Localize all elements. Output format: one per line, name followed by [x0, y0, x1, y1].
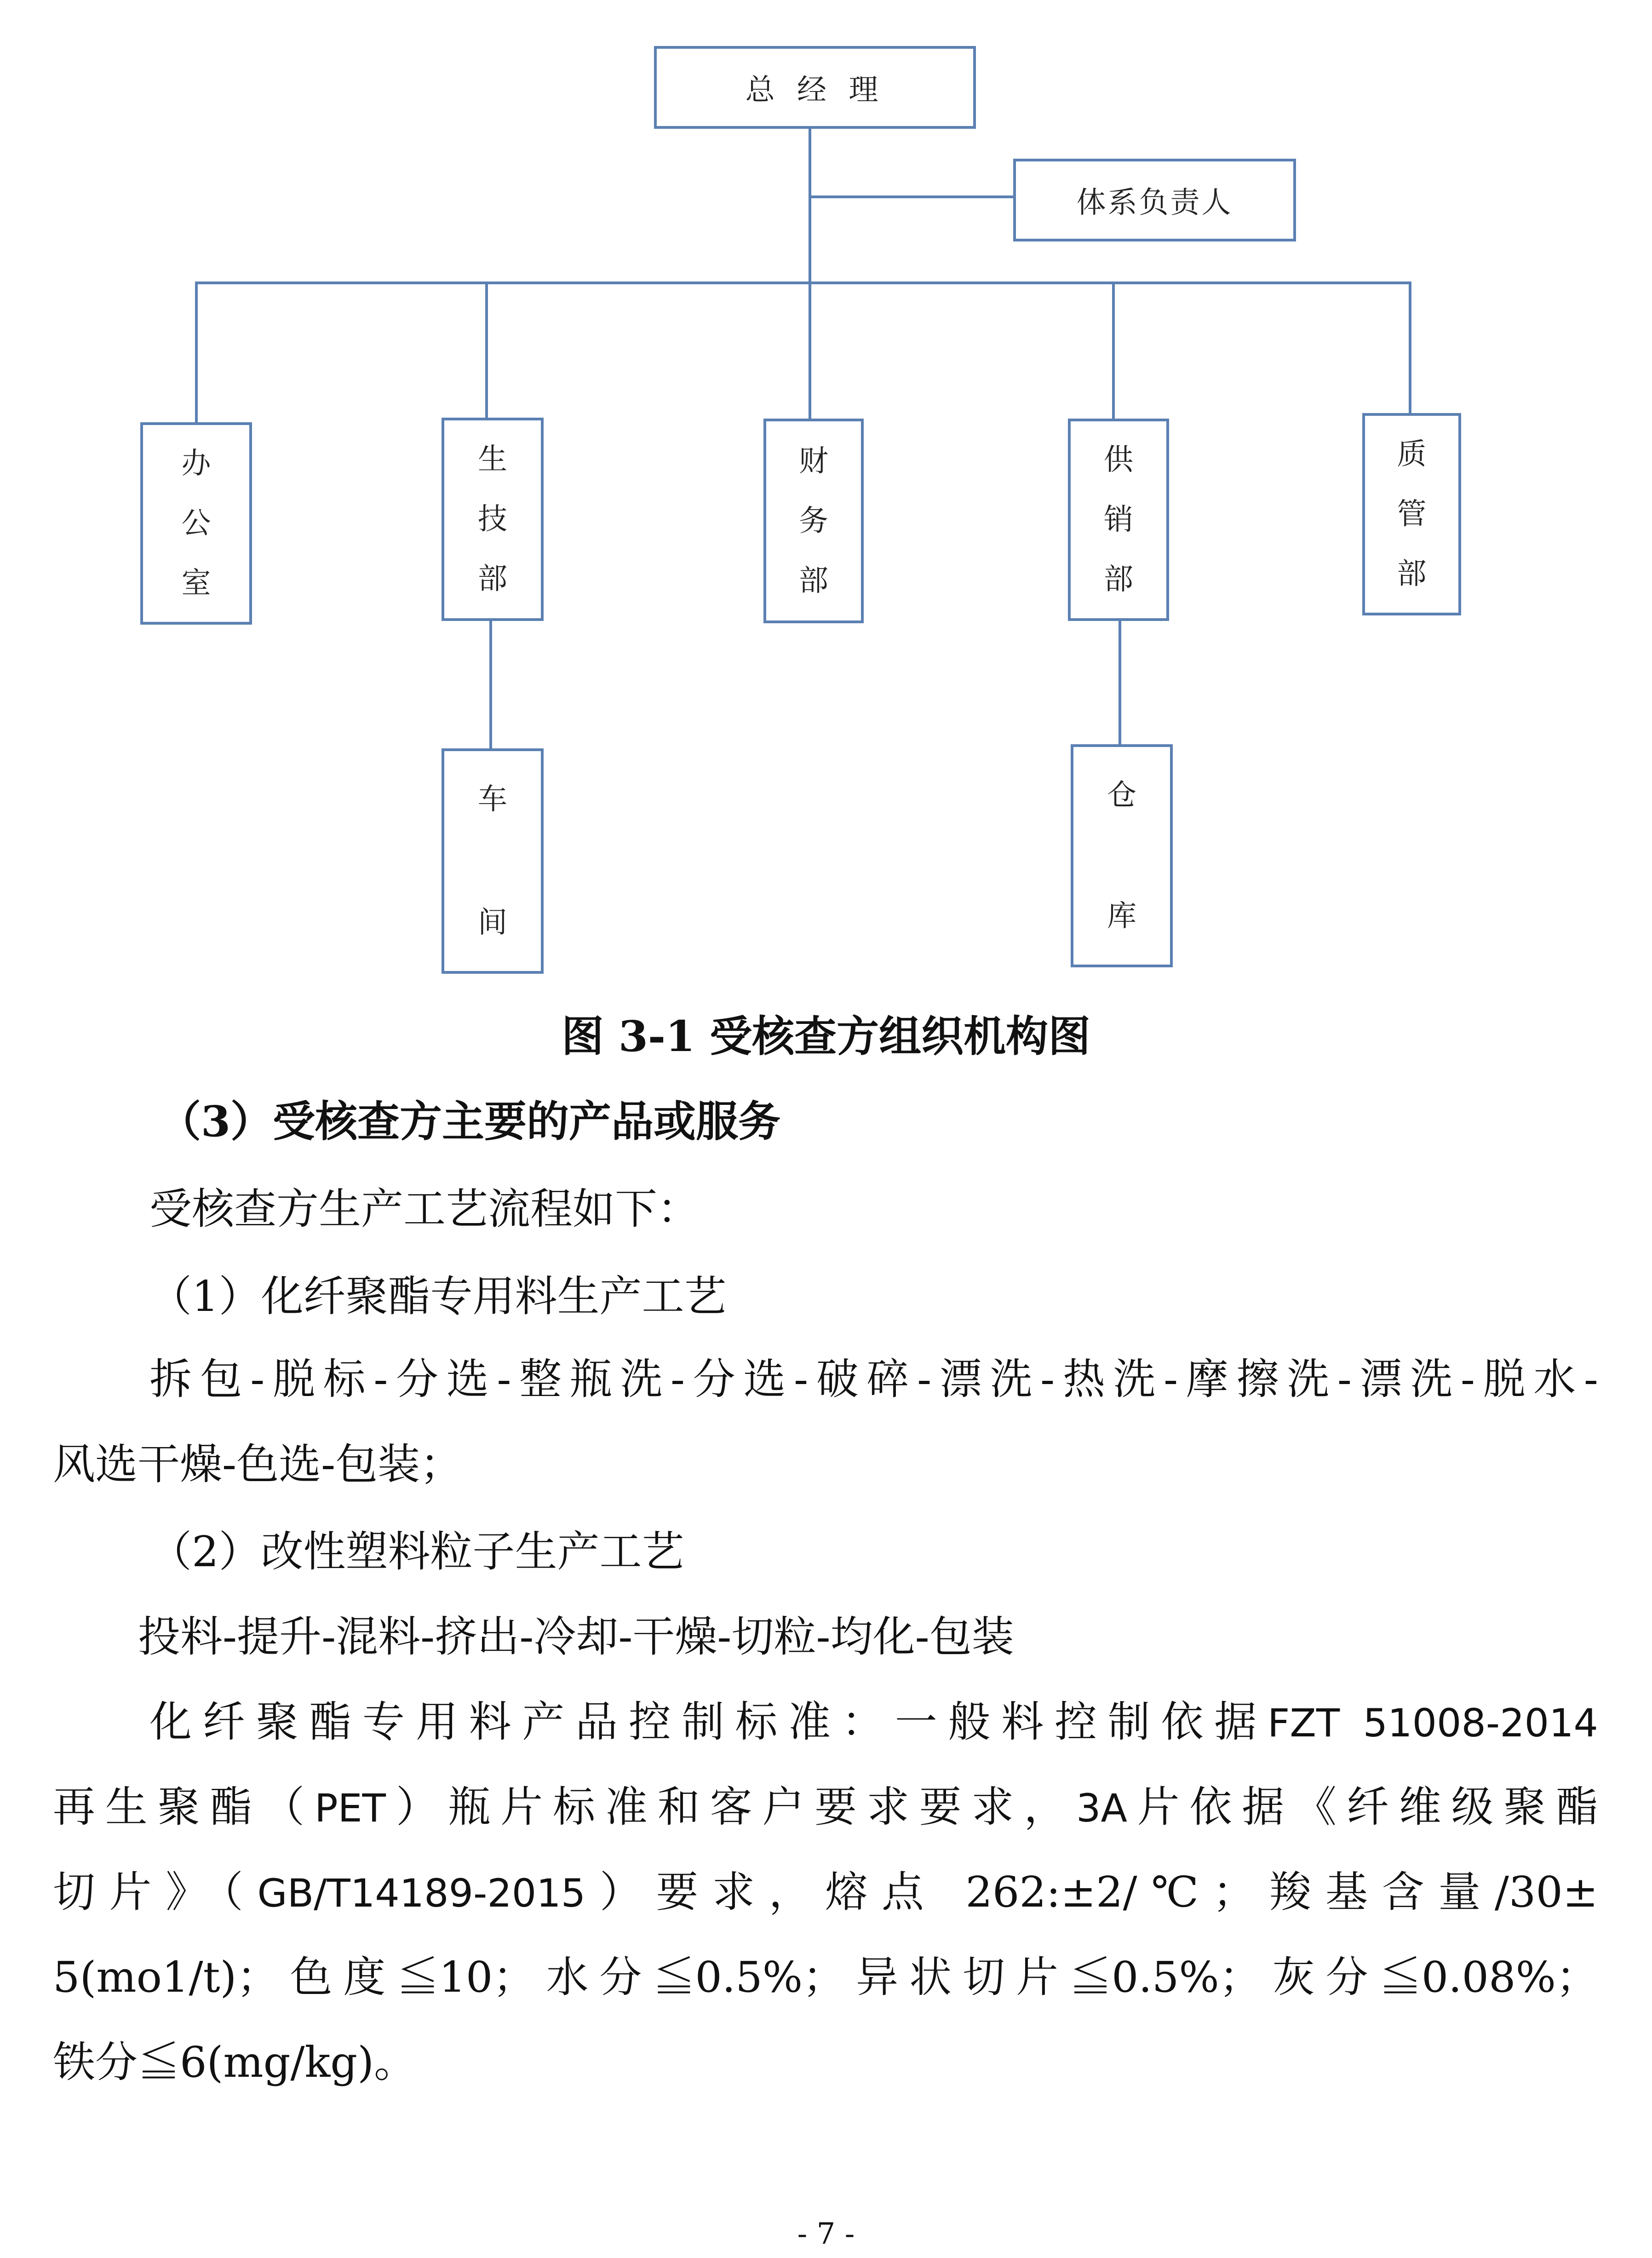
org-node-office: 办 公 室 [140, 422, 252, 625]
standard-line1: 化纤聚酯专用料产品控制标准：一般料控制依据FZT 51008-2014 [149, 1697, 1598, 1747]
org-node-system-owner: 体系负责人 [1013, 159, 1296, 241]
connector [485, 282, 488, 419]
process1-steps-line1: 拆包-脱标-分选-整瓶洗-分选-破碎-漂洗-热洗-摩擦洗-漂洗-脱水- [149, 1355, 1598, 1404]
standard-line5: 铁分≦6(mg/kg)。 [53, 2038, 417, 2087]
process1-steps-line2: 风选干燥-色选-包装； [53, 1440, 463, 1489]
page-number: - 7 - [797, 2217, 855, 2251]
connector [1409, 282, 1411, 415]
intro-paragraph: 受核查方生产工艺流程如下： [149, 1184, 700, 1234]
org-node-sales-supply: 供 销 部 [1068, 419, 1169, 621]
connector [809, 282, 811, 419]
connector [195, 282, 198, 423]
org-node-quality: 质 管 部 [1362, 413, 1461, 615]
process2-title: （2）改性塑料粒子生产工艺 [149, 1527, 684, 1576]
org-node-production-tech: 生 技 部 [442, 418, 544, 621]
process1-title: （1）化纤聚酯专用料生产工艺 [149, 1272, 727, 1321]
connector [1119, 616, 1121, 745]
org-chart [0, 0, 1652, 989]
connector [195, 282, 1409, 284]
process2-steps: 投料-提升-混料-挤出-冷却-干燥-切粒-均化-包装 [138, 1612, 1014, 1661]
connector [809, 195, 1013, 198]
org-node-finance: 财 务 部 [763, 419, 864, 623]
connector [1112, 282, 1115, 419]
org-node-general-manager: 总 经 理 [654, 46, 976, 129]
standard-line4: 5(mo1/t)；色度≦10；水分≦0.5%；异状切片≦0.5%；灰分≦0.08%； [53, 1953, 1598, 2002]
standard-line2: 再生聚酯（PET）瓶片标准和客户要求要求，3A片依据《纤维级聚酯 [53, 1782, 1598, 1832]
figure-caption: 图 3-1 受核查方组织机构图 [561, 1011, 1091, 1061]
connector [489, 619, 492, 750]
standard-line3: 切片》（GB/T14189-2015）要求，熔点 262:±2/℃；羧基含量/30± [53, 1867, 1598, 1917]
section-heading: （3）受核查方主要的产品或服务 [159, 1097, 781, 1146]
connector [809, 126, 811, 283]
org-node-warehouse: 仓 库 [1071, 744, 1173, 967]
org-node-workshop: 车 间 [442, 748, 544, 974]
